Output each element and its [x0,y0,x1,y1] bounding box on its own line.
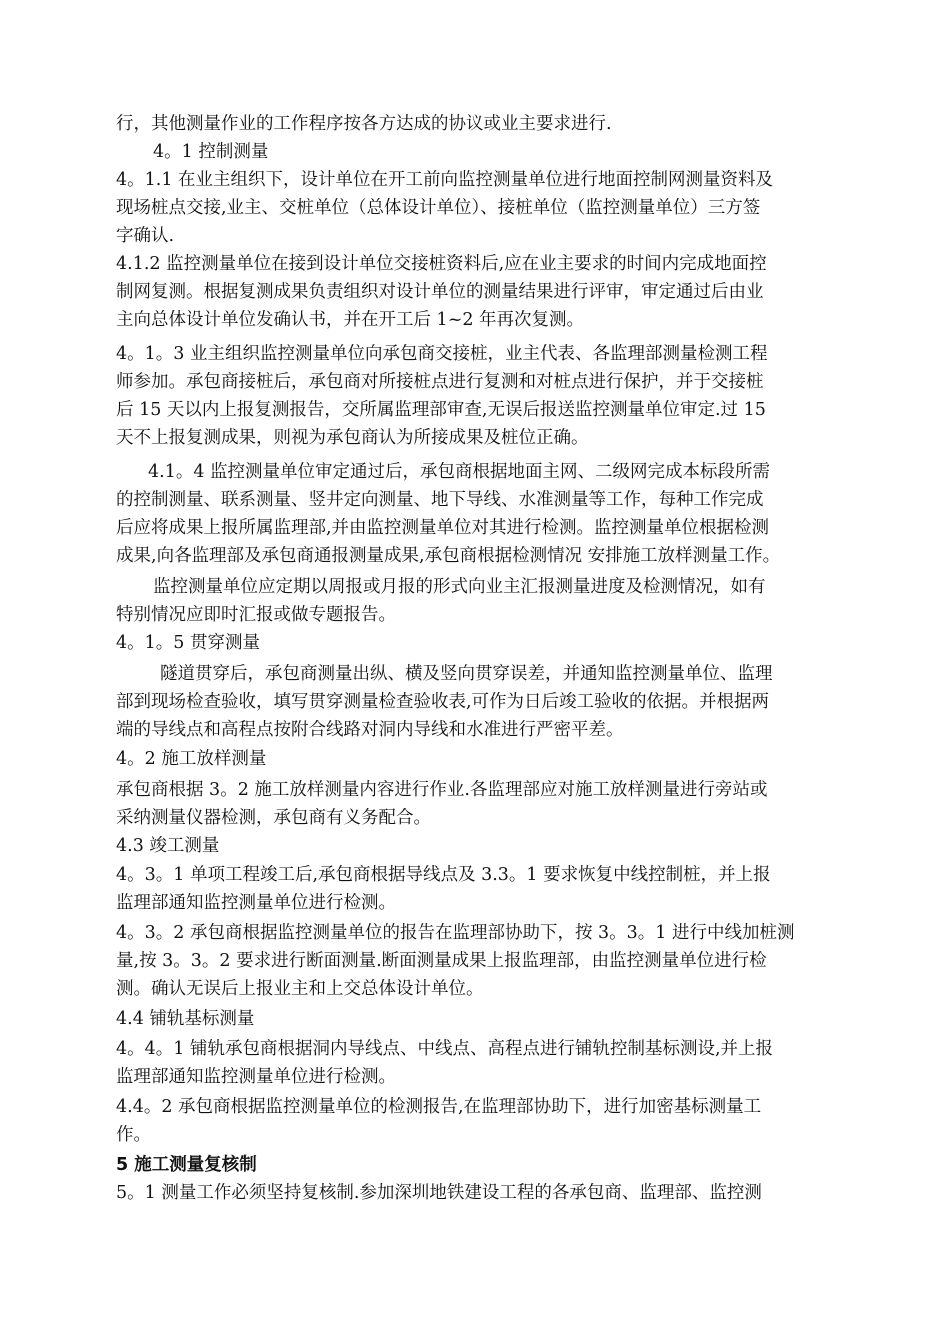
text-line: 承包商根据 3。2 施工放样测量内容进行作业.各监理部应对施工放样测量进行旁站或 [116,780,768,800]
text-line: 制网复测。根据复测成果负责组织对设计单位的测量结果进行评审，审定通过后由业 [116,282,764,302]
text-line: 量,按 3。3。2 要求进行断面测量.断面测量成果上报监理部，由监控测量单位进行检 [116,951,767,971]
text-line: 字确认. [116,226,175,246]
text-line: 特别情况应即时汇报或做专题报告。 [116,605,396,625]
text-line: 4.1.2 监控测量单位在接到设计单位交接桩资料后,应在业主要求的时间内完成地面控 [116,254,767,274]
text-line: 4。1。3 业主组织监控测量单位向承包商交接桩，业主代表、各监理部测量检测工程 [116,344,768,364]
text-line: 主向总体设计单位发确认书，并在开工后 1~2 年再次复测。 [116,310,585,330]
text-line: 5。1 测量工作必须坚持复核制.参加深圳地铁建设工程的各承包商、监理部、监控测 [116,1183,762,1203]
text-line: 4.4。2 承包商根据监控测量单位的检测报告,在监理部协助下，进行加密基标测量工 [116,1097,762,1117]
text-line: 测。确认无误后上报业主和上交总体设计单位。 [116,979,484,999]
section-heading: 4.4 铺轨基标测量 [116,1009,255,1029]
text-line: 隧道贯穿后，承包商测量出纵、横及竖向贯穿误差，并通知监控测量单位、监理 [160,664,773,684]
text-line: 部到现场检查验收，填写贯穿测量检查验收表,可作为日后竣工验收的依据。并根据两 [116,692,770,712]
text-line: 现场桩点交接,业主、交桩单位（总体设计单位）、接桩单位（监控测量单位）三方签 [116,198,761,218]
text-line: 天不上报复测成果，则视为承包商认为所接成果及桩位正确。 [116,428,589,448]
text-line: 4。4。1 铺轨承包商根据洞内导线点、中线点、高程点进行铺轨控制基标测设,并上报 [116,1039,774,1059]
section-heading: 4。2 施工放样测量 [116,749,267,769]
text-line: 采纳测量仪器检测，承包商有义务配合。 [116,808,431,828]
text-line: 成果,向各监理部及承包商通报测量成果,承包商根据检测情况 安排施工放样测量工作。 [116,546,781,566]
text-line: 后应将成果上报所属监理部,并由监控测量单位对其进行检测。监控测量单位根据检测 [116,518,770,538]
section-heading: 4。1。5 贯穿测量 [116,633,260,653]
text-line: 师参加。承包商接桩后，承包商对所接桩点进行复测和对桩点进行保护，并于交接桩 [116,372,764,392]
section-heading: 4.3 竣工测量 [116,836,220,856]
text-line: 的控制测量、联系测量、竖井定向测量、地下导线、水准测量等工作，每种工作完成 [116,490,764,510]
section-heading: 4。1 控制测量 [153,142,269,162]
text-line: 监理部通知监控测量单位进行检测。 [116,893,396,913]
text-line: 4。3。1 单项工程竣工后,承包商根据导线点及 3.3。1 要求恢复中线控制桩，并上报 [116,865,771,885]
text-line: 监控测量单位应定期以周报或月报的形式向业主汇报测量进度及检测情况，如有 [153,577,766,597]
text-line: 监理部通知监控测量单位进行检测。 [116,1067,396,1087]
text-line: 4.1。4 监控测量单位审定通过后，承包商根据地面主网、二级网完成本标段所需 [148,462,771,482]
text-line: 4。3。2 承包商根据监控测量单位的报告在监理部协助下，按 3。3。1 进行中线加桩测 [116,923,795,943]
text-line: 端的导线点和高程点按附合线路对洞内导线和水准进行严密平差。 [116,720,624,740]
text-line: 行，其他测量作业的工作程序按各方达成的协议或业主要求进行. [116,114,612,134]
text-line: 4。1.1 在业主组织下，设计单位在开工前向监控测量单位进行地面控制网测量资料及 [116,170,774,190]
chapter-heading: 5 施工测量复核制 [116,1155,257,1175]
text-line: 后 15 天以内上报复测报告，交所属监理部审查,无误后报送监控测量单位审定.过 15 [116,400,766,420]
text-line: 作。 [116,1125,151,1145]
